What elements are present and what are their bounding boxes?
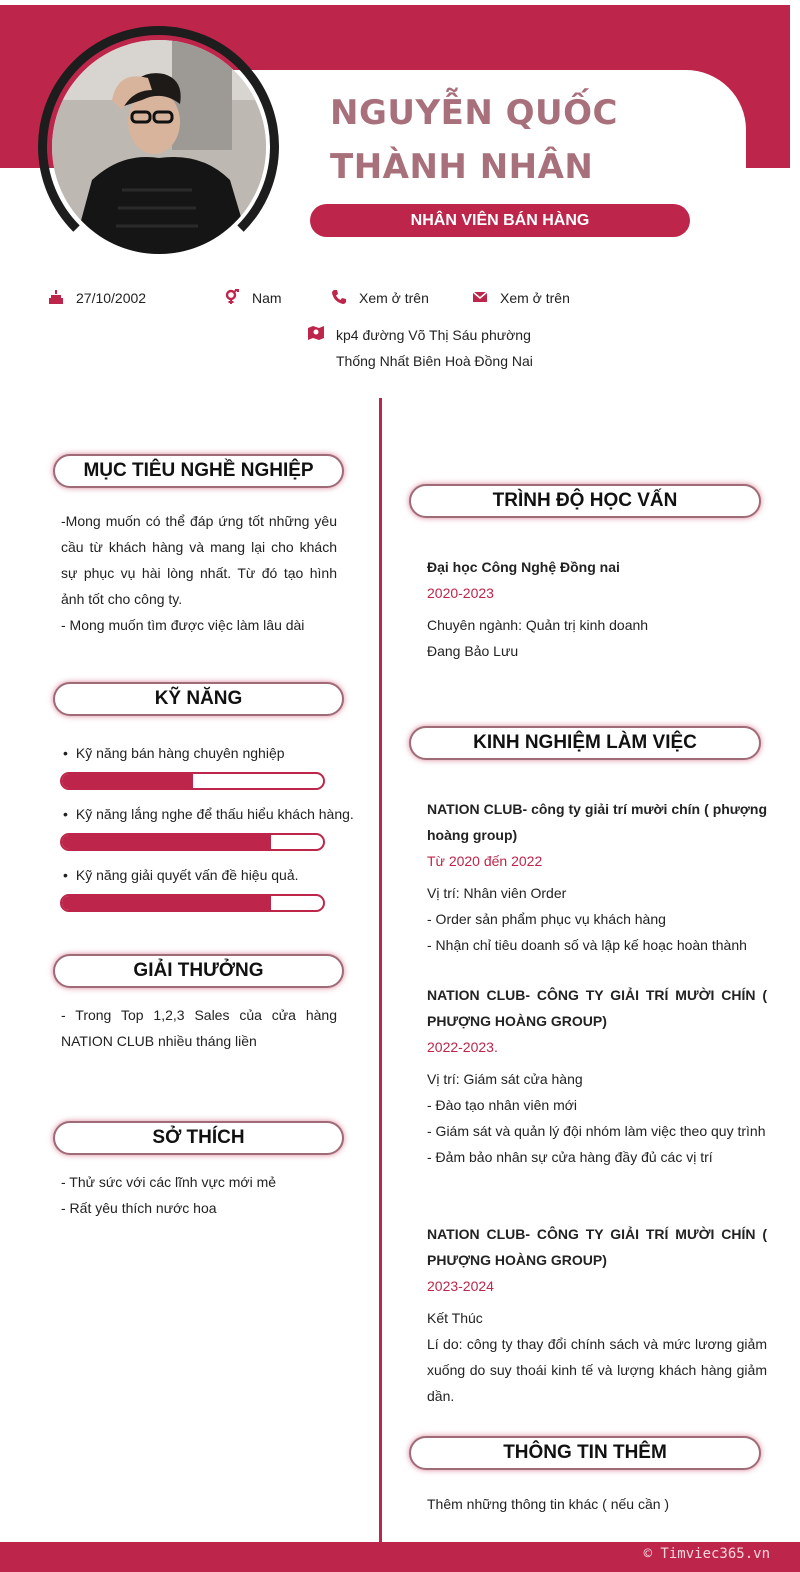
- address-text: [336, 322, 533, 374]
- job-1-period: Từ 2020 đến 2022: [427, 853, 543, 869]
- email-icon: [472, 289, 490, 307]
- skill-bar-3: [60, 894, 325, 912]
- awards-heading: GIẢI THƯỞNG: [53, 954, 344, 988]
- job-2-line-2: - Đào tạo nhân viên mới: [427, 1097, 578, 1113]
- gender-text: Nam: [252, 290, 282, 306]
- job-3-line-1: Kết Thúc: [427, 1310, 483, 1326]
- job-2-company: NATION CLUB- CÔNG TY GIẢI TRÍ MƯỜI CHÍN ( PHƯỢNG HOÀNG GROUP): [427, 987, 767, 1029]
- job-1-line-2: - Order sản phẩm phục vụ khách hàng: [427, 911, 666, 927]
- job-2-line-4: - Đảm bảo nhân sự cửa hàng đầy đủ các vị trí: [427, 1149, 713, 1165]
- name-line-2: THÀNH NHÂN: [330, 147, 594, 187]
- phone-item: [331, 289, 429, 307]
- skill-bar-2: [60, 833, 325, 851]
- gender-item: [224, 289, 282, 307]
- education-status: Đang Bảo Lưu: [427, 643, 519, 659]
- phone-icon: [331, 289, 349, 307]
- job-2-line-3: - Giám sát và quản lý đội nhóm làm việc theo quy trình: [427, 1123, 766, 1139]
- email-item: [472, 289, 570, 307]
- avatar-photo: [52, 40, 266, 254]
- skills-heading: KỸ NĂNG: [53, 682, 344, 716]
- education-heading: TRÌNH ĐỘ HỌC VẤN: [409, 484, 761, 518]
- job-2-period: 2022-2023.: [427, 1039, 498, 1055]
- education-school: Đại học Công Nghệ Đồng nai: [427, 559, 620, 575]
- skill-bar-fill-3: [62, 896, 271, 910]
- education-major: Chuyên ngành: Quản trị kinh doanh: [427, 617, 649, 633]
- skill-bar-fill-2: [62, 835, 271, 849]
- education-years: 2020-2023: [427, 585, 494, 601]
- address-line-1: kp4 đường Võ Thị Sáu phường: [336, 327, 531, 343]
- hobby-line-1: - Thử sức với các lĩnh vực mới mẻ: [61, 1174, 277, 1190]
- hobbies-text: [61, 1169, 337, 1221]
- name-line-1: NGUYỄN QUỐC: [330, 93, 618, 133]
- skill-bar-fill-1: [62, 774, 193, 788]
- experience-heading: KINH NGHIỆM LÀM VIỆC: [409, 726, 761, 760]
- objective-heading: MỤC TIÊU NGHỀ NGHIỆP: [53, 454, 344, 488]
- skill-bar-1: [60, 772, 325, 790]
- job-1: [427, 796, 767, 958]
- skill-label-3: • Kỹ năng giải quyết vấn đề hiệu quả.: [61, 867, 299, 883]
- skill-label-1: • Kỹ năng bán hàng chuyên nghiệp: [61, 745, 285, 761]
- map-pin-icon: [308, 325, 326, 343]
- job-3-period: 2023-2024: [427, 1278, 494, 1294]
- birthday-text: 27/10/2002: [76, 290, 147, 306]
- extra-info-text: Thêm những thông tin khác ( nếu cần ): [427, 1496, 670, 1512]
- job-3: [427, 1221, 767, 1409]
- education-block: [427, 554, 767, 664]
- email-text: Xem ở trên: [500, 290, 570, 306]
- avatar: [52, 40, 266, 254]
- address-line-2: Thống Nhất Biên Hoà Đồng Nai: [336, 353, 533, 369]
- phone-text: Xem ở trên: [359, 290, 429, 306]
- candidate-name: [330, 86, 750, 194]
- position-title: NHÂN VIÊN BÁN HÀNG: [310, 204, 690, 237]
- hobby-line-2: - Rất yêu thích nước hoa: [61, 1200, 217, 1216]
- job-1-line-3: - Nhận chỉ tiêu doanh số và lập kế hoạc hoàn thành: [427, 937, 747, 953]
- objective-text: [61, 508, 337, 638]
- footer-watermark: © Timviec365.vn: [643, 1546, 770, 1562]
- birthday-cake-icon: [48, 289, 66, 307]
- job-3-company: NATION CLUB- CÔNG TY GIẢI TRÍ MƯỜI CHÍN ( PHƯỢNG HOÀNG GROUP): [427, 1226, 767, 1268]
- column-divider: [379, 398, 382, 1542]
- objective-line-1: -Mong muốn có thể đáp ứng tốt những yêu cầu từ khách hàng và mang lại cho khách sự phục vụ hài lòng nhất. Từ đó tạo hình ảnh tốt cho công ty.: [61, 513, 337, 607]
- birthday-item: [48, 289, 146, 307]
- objective-line-2: - Mong muốn tìm được việc làm lâu dài: [61, 617, 305, 633]
- job-2: [427, 982, 767, 1170]
- job-1-company: NATION CLUB- công ty giải trí mười chín ( phượng hoàng group): [427, 801, 767, 843]
- hobbies-heading: SỞ THÍCH: [53, 1121, 344, 1155]
- gender-icon: [224, 289, 242, 307]
- job-3-line-2: Lí do: công ty thay đổi chính sách và mức lương giảm xuống do suy thoái kinh tế và lượng khách hàng giảm dần.: [427, 1336, 767, 1404]
- footer-bar: [0, 1542, 800, 1572]
- job-1-line-1: Vị trí: Nhân viên Order: [427, 885, 567, 901]
- address-item: [308, 322, 533, 374]
- skill-label-2: • Kỹ năng lắng nghe để thấu hiểu khách hàng.: [61, 806, 354, 822]
- job-2-line-1: Vị trí: Giám sát cửa hàng: [427, 1071, 583, 1087]
- extra-info-heading: THÔNG TIN THÊM: [409, 1436, 761, 1470]
- awards-text: - Trong Top 1,2,3 Sales của cửa hàng NATION CLUB nhiều tháng liền: [61, 1007, 337, 1049]
